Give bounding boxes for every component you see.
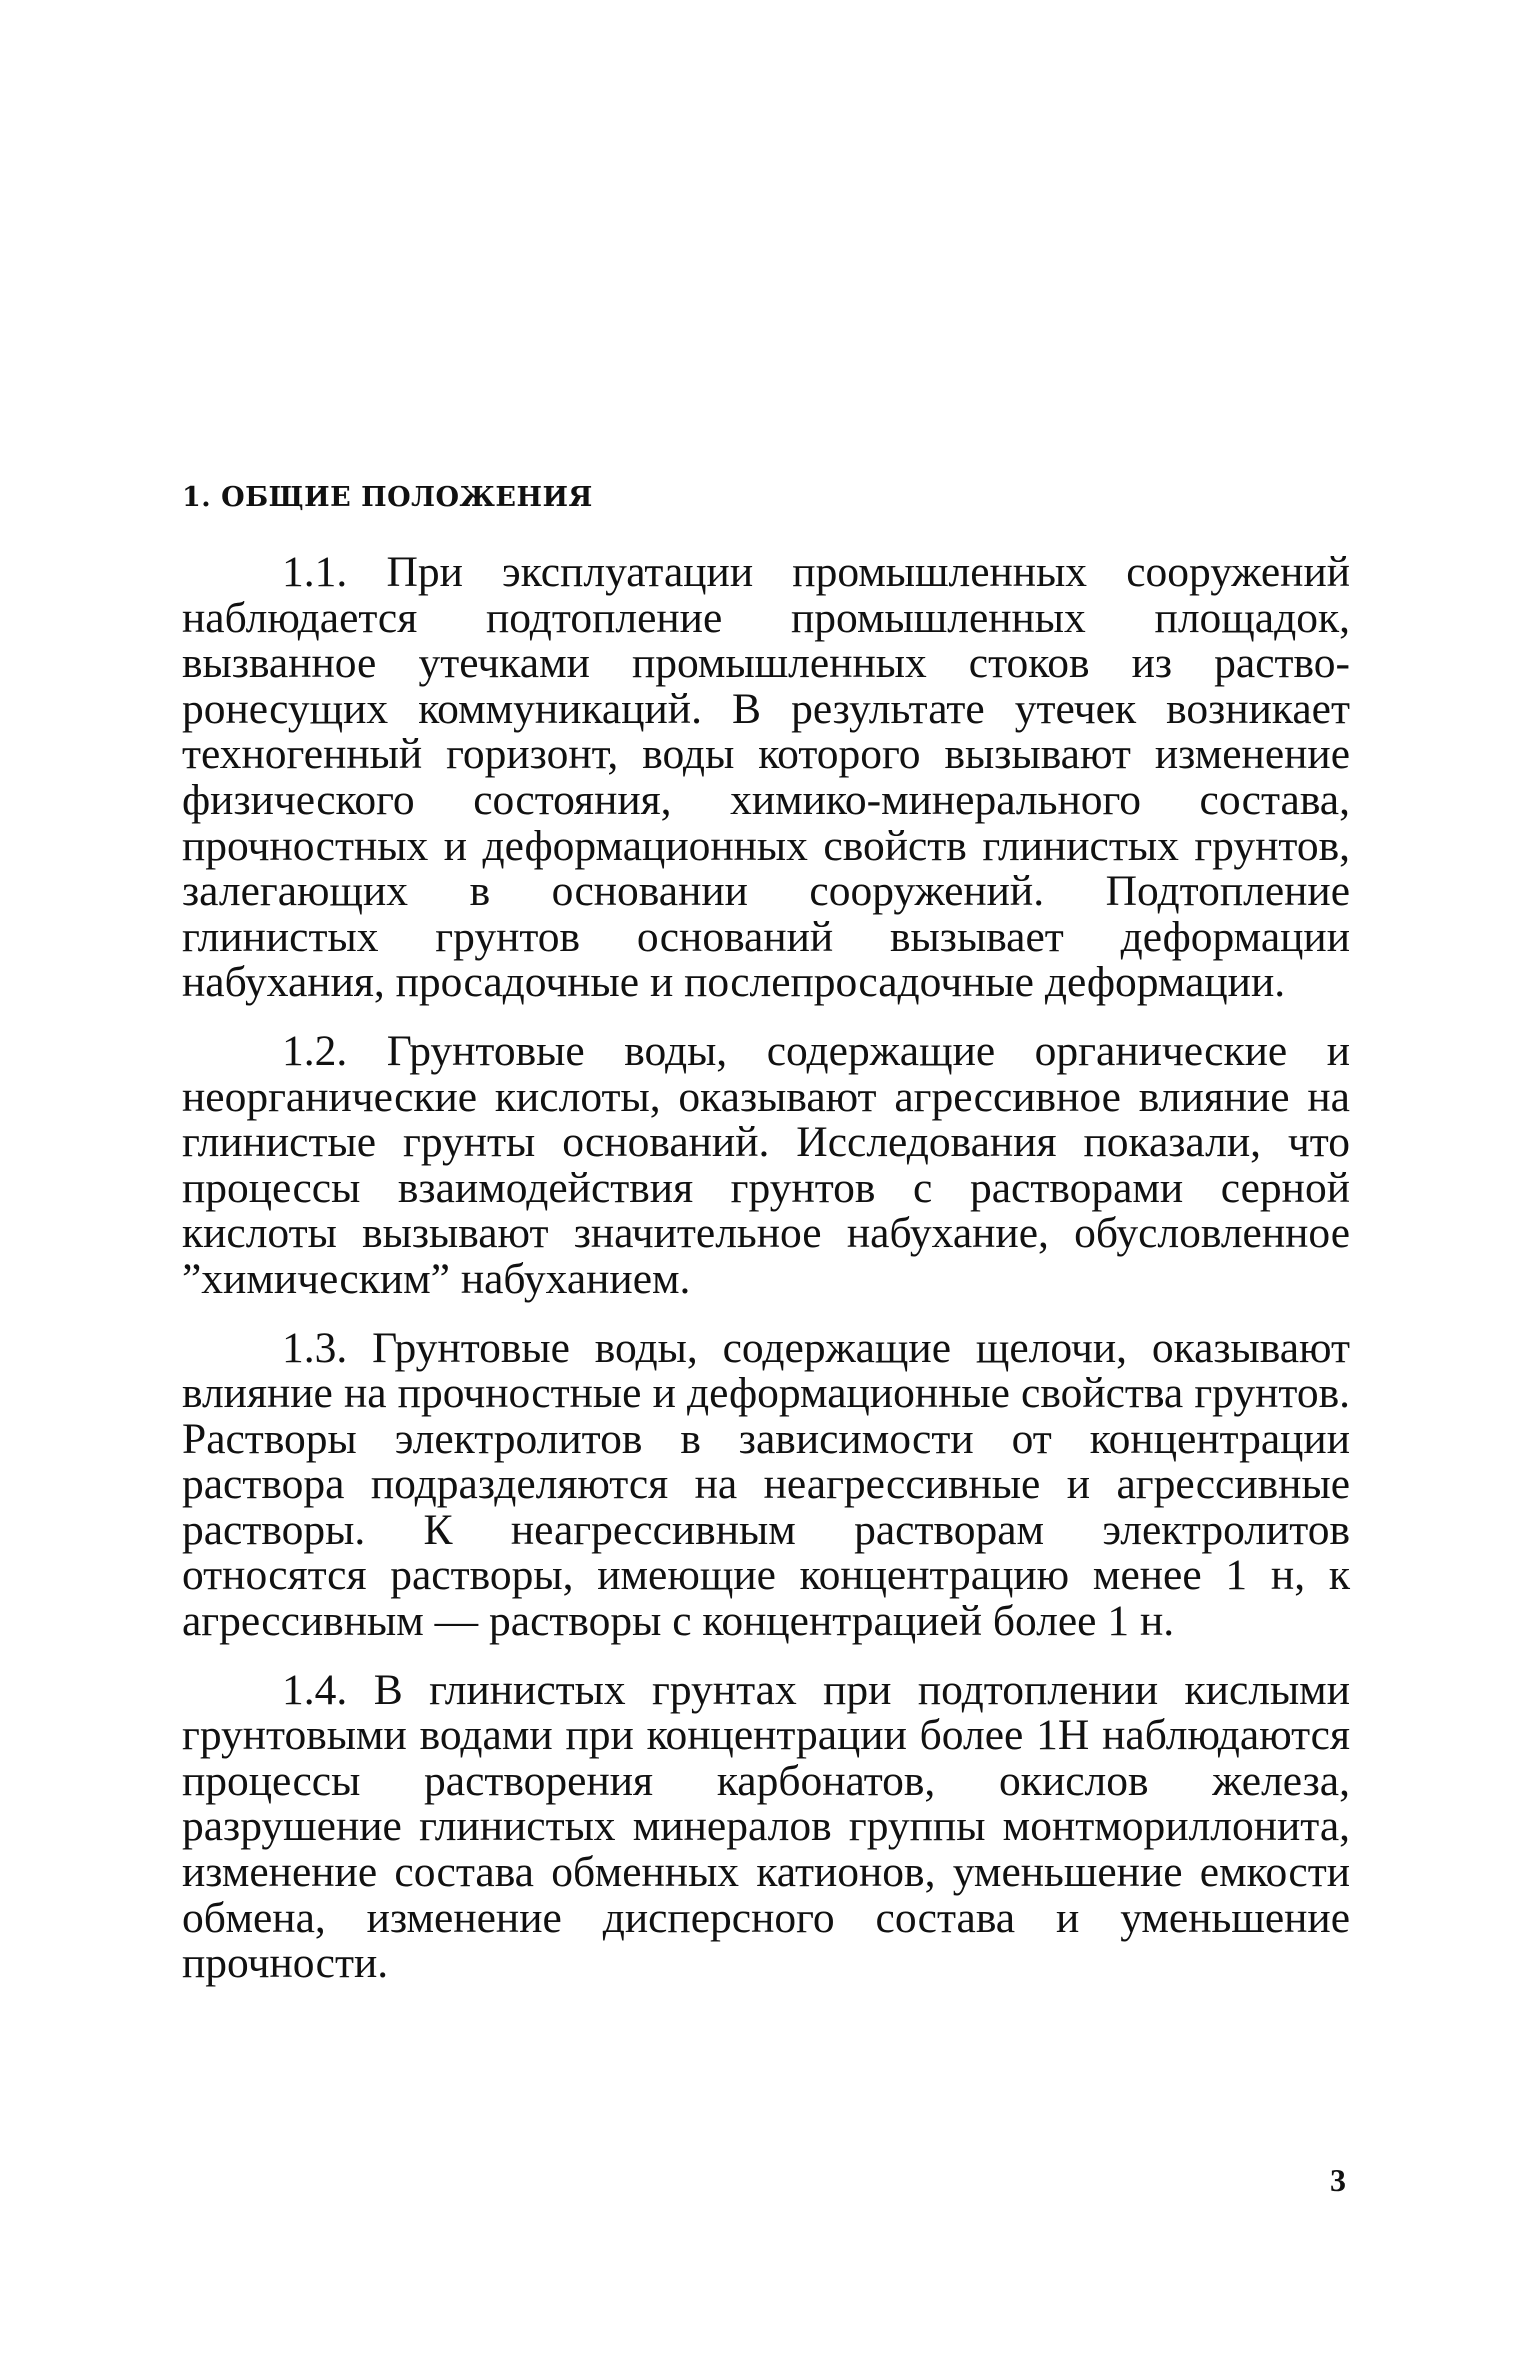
paragraph-number: 1.1. (282, 548, 348, 596)
paragraph-number: 1.4. (282, 1665, 348, 1714)
paragraph-number: 1.3. (282, 1323, 348, 1372)
body-text (182, 550, 1350, 2010)
paragraph-text: Грунтовые воды, содержащие органические и неорганические кислоты, оказывают агрессивное влияние на глинистые грунты оснований. Исследования показали, что процессы взаимодействия грунтов с растворами серной кислоты вызывают значительное набухание, обусловленное ”химическим” набуханием. (182, 1026, 1351, 1303)
paragraph-text: При эксплуатации промышленных сооружений наблюдается подтопление промышленных площадок, вызванное утечками промышленных стоков из растворонесущих коммуникаций. В результате утечек возникает техногенный горизонт, воды которого вызывают изменение физического состояния, химико-минерального состава, прочностных и деформационных свойств глинистых грунтов, залегающих в основании сооружений. Подтопление глинистых грунтов оснований вызывает деформации набухания, просадочные и послепросадочные деформации. (182, 548, 1351, 1007)
paragraph-number: 1.2. (282, 1026, 348, 1075)
paragraph-1-1 (182, 550, 1350, 1006)
paragraph-1-2 (182, 1026, 1351, 1303)
page-number: 3 (1330, 2162, 1346, 2198)
paragraph-text: В глинистых грунтах при подтоплении кислыми грунтовыми водами при концентрации более 1Н наблюдаются процессы растворения карбонатов, окислов железа, разрушение глинистых минералов группы монтмориллонита, изменение состава обменных катионов, уменьшение емкости обмена, изменение дисперсного состава и уменьшение прочности. (182, 1665, 1350, 1988)
paragraph-1-3 (182, 1323, 1350, 1646)
paragraph-text: Грунтовые воды, содержащие щелочи, оказывают влияние на прочностные и деформационные свойства грунтов. Растворы электролитов в зависимости от концентрации раствора подразделяются на неагрессивные и агрессивные растворы. К неагрессивным растворам электролитов относятся растворы, имеющие концентрацию менее 1 н, к агрессивным — растворы с концентрацией более 1 н. (182, 1323, 1350, 1646)
paragraph-1-4 (182, 1665, 1350, 1988)
section-heading: 1. ОБЩИЕ ПОЛОЖЕНИЯ (182, 482, 593, 513)
